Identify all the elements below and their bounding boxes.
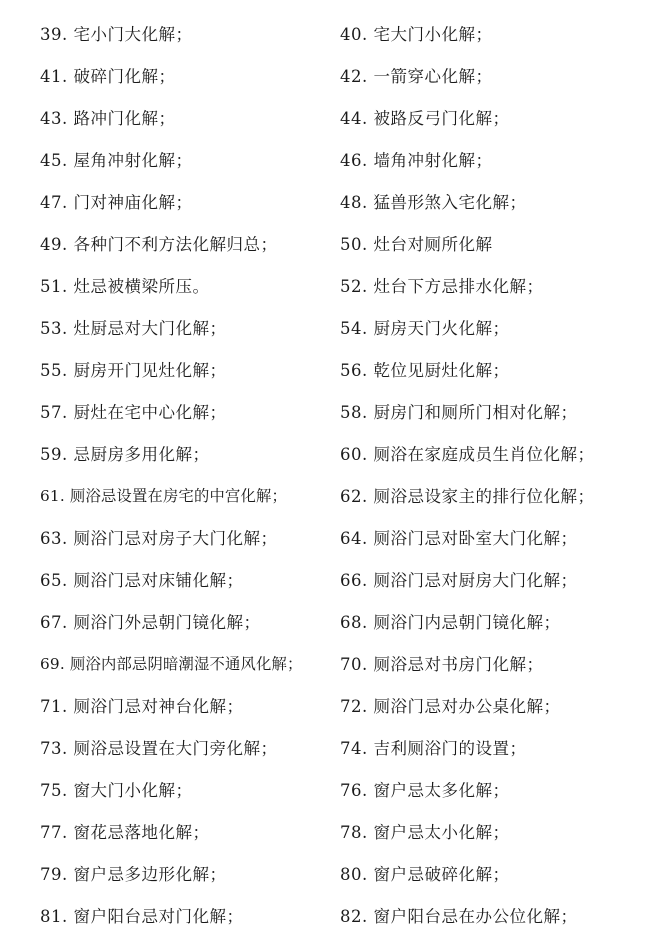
list-row [40, 686, 640, 728]
list-item: 47. 门对神庙化解； [40, 192, 193, 212]
list-item: 49. 各种门不利方法化解归总； [40, 234, 278, 254]
list-item: 70. 厕浴忌对书房门化解； [340, 654, 544, 674]
list-item: 57. 厨灶在宅中心化解； [40, 402, 227, 422]
list-item: 45. 屋角冲射化解； [40, 150, 193, 170]
list-row [40, 98, 640, 140]
list-item: 81. 窗户阳台忌对门化解； [40, 906, 244, 926]
list-item: 39. 宅小门大化解； [40, 24, 193, 44]
list-item: 60. 厕浴在家庭成员生肖位化解； [340, 444, 595, 464]
list-item: 73. 厕浴忌设置在大门旁化解； [40, 738, 278, 758]
list-item: 76. 窗户忌太多化解； [340, 780, 510, 800]
list-item: 59. 忌厨房多用化解； [40, 444, 210, 464]
list-row [40, 602, 640, 644]
list-row [40, 182, 640, 224]
list-row [40, 392, 640, 434]
list-row [40, 728, 640, 770]
list-row [40, 812, 640, 854]
list-item: 40. 宅大门小化解； [340, 24, 493, 44]
list-row [40, 14, 640, 56]
list-item: 41. 破碎门化解； [40, 66, 176, 86]
list-item: 75. 窗大门小化解； [40, 780, 193, 800]
list-item: 77. 窗花忌落地化解； [40, 822, 210, 842]
list-item: 80. 窗户忌破碎化解； [340, 864, 510, 884]
list-item: 72. 厕浴门忌对办公桌化解； [340, 696, 561, 716]
list-row [40, 854, 640, 896]
list-item: 56. 乾位见厨灶化解； [340, 360, 510, 380]
list-item: 61. 厕浴忌设置在房宅的中宫化解； [40, 487, 287, 506]
list-item: 64. 厕浴门忌对卧室大门化解； [340, 528, 578, 548]
list-row [40, 350, 640, 392]
list-item: 67. 厕浴门外忌朝门镜化解； [40, 612, 261, 632]
list-item: 52. 灶台下方忌排水化解； [340, 276, 544, 296]
list-item: 54. 厨房天门火化解； [340, 318, 510, 338]
list-item: 74. 吉利厕浴门的设置； [340, 738, 527, 758]
list-item: 82. 窗户阳台忌在办公位化解； [340, 906, 578, 926]
list-row [40, 266, 640, 308]
list-row [40, 518, 640, 560]
list-row [40, 140, 640, 182]
list-row [40, 434, 640, 476]
list-item: 46. 墙角冲射化解； [340, 150, 493, 170]
list-item: 53. 灶厨忌对大门化解； [40, 318, 227, 338]
list-item: 79. 窗户忌多边形化解； [40, 864, 227, 884]
list-row [40, 476, 640, 518]
list-item: 44. 被路反弓门化解； [340, 108, 510, 128]
list-row [40, 560, 640, 602]
list-item: 48. 猛兽形煞入宅化解； [340, 192, 527, 212]
list-item: 58. 厨房门和厕所门相对化解； [340, 402, 578, 422]
chapter-list [40, 14, 640, 938]
list-item: 50. 灶台对厕所化解 [340, 234, 493, 254]
list-item: 65. 厕浴门忌对床铺化解； [40, 570, 244, 590]
list-row [40, 896, 640, 938]
list-item: 71. 厕浴门忌对神台化解； [40, 696, 244, 716]
list-item: 63. 厕浴门忌对房子大门化解； [40, 528, 278, 548]
list-item: 66. 厕浴门忌对厨房大门化解； [340, 570, 578, 590]
list-item: 55. 厨房开门见灶化解； [40, 360, 227, 380]
list-item: 51. 灶忌被横梁所压。 [40, 276, 210, 296]
list-item: 42. 一箭穿心化解； [340, 66, 493, 86]
list-item: 43. 路冲门化解； [40, 108, 176, 128]
list-row [40, 644, 640, 686]
list-row [40, 224, 640, 266]
list-item: 69. 厕浴内部忌阴暗潮湿不通风化解； [40, 655, 303, 674]
list-item: 62. 厕浴忌设家主的排行位化解； [340, 486, 595, 506]
list-row [40, 770, 640, 812]
list-item: 78. 窗户忌太小化解； [340, 822, 510, 842]
list-row [40, 308, 640, 350]
list-item: 68. 厕浴门内忌朝门镜化解； [340, 612, 561, 632]
list-row [40, 56, 640, 98]
